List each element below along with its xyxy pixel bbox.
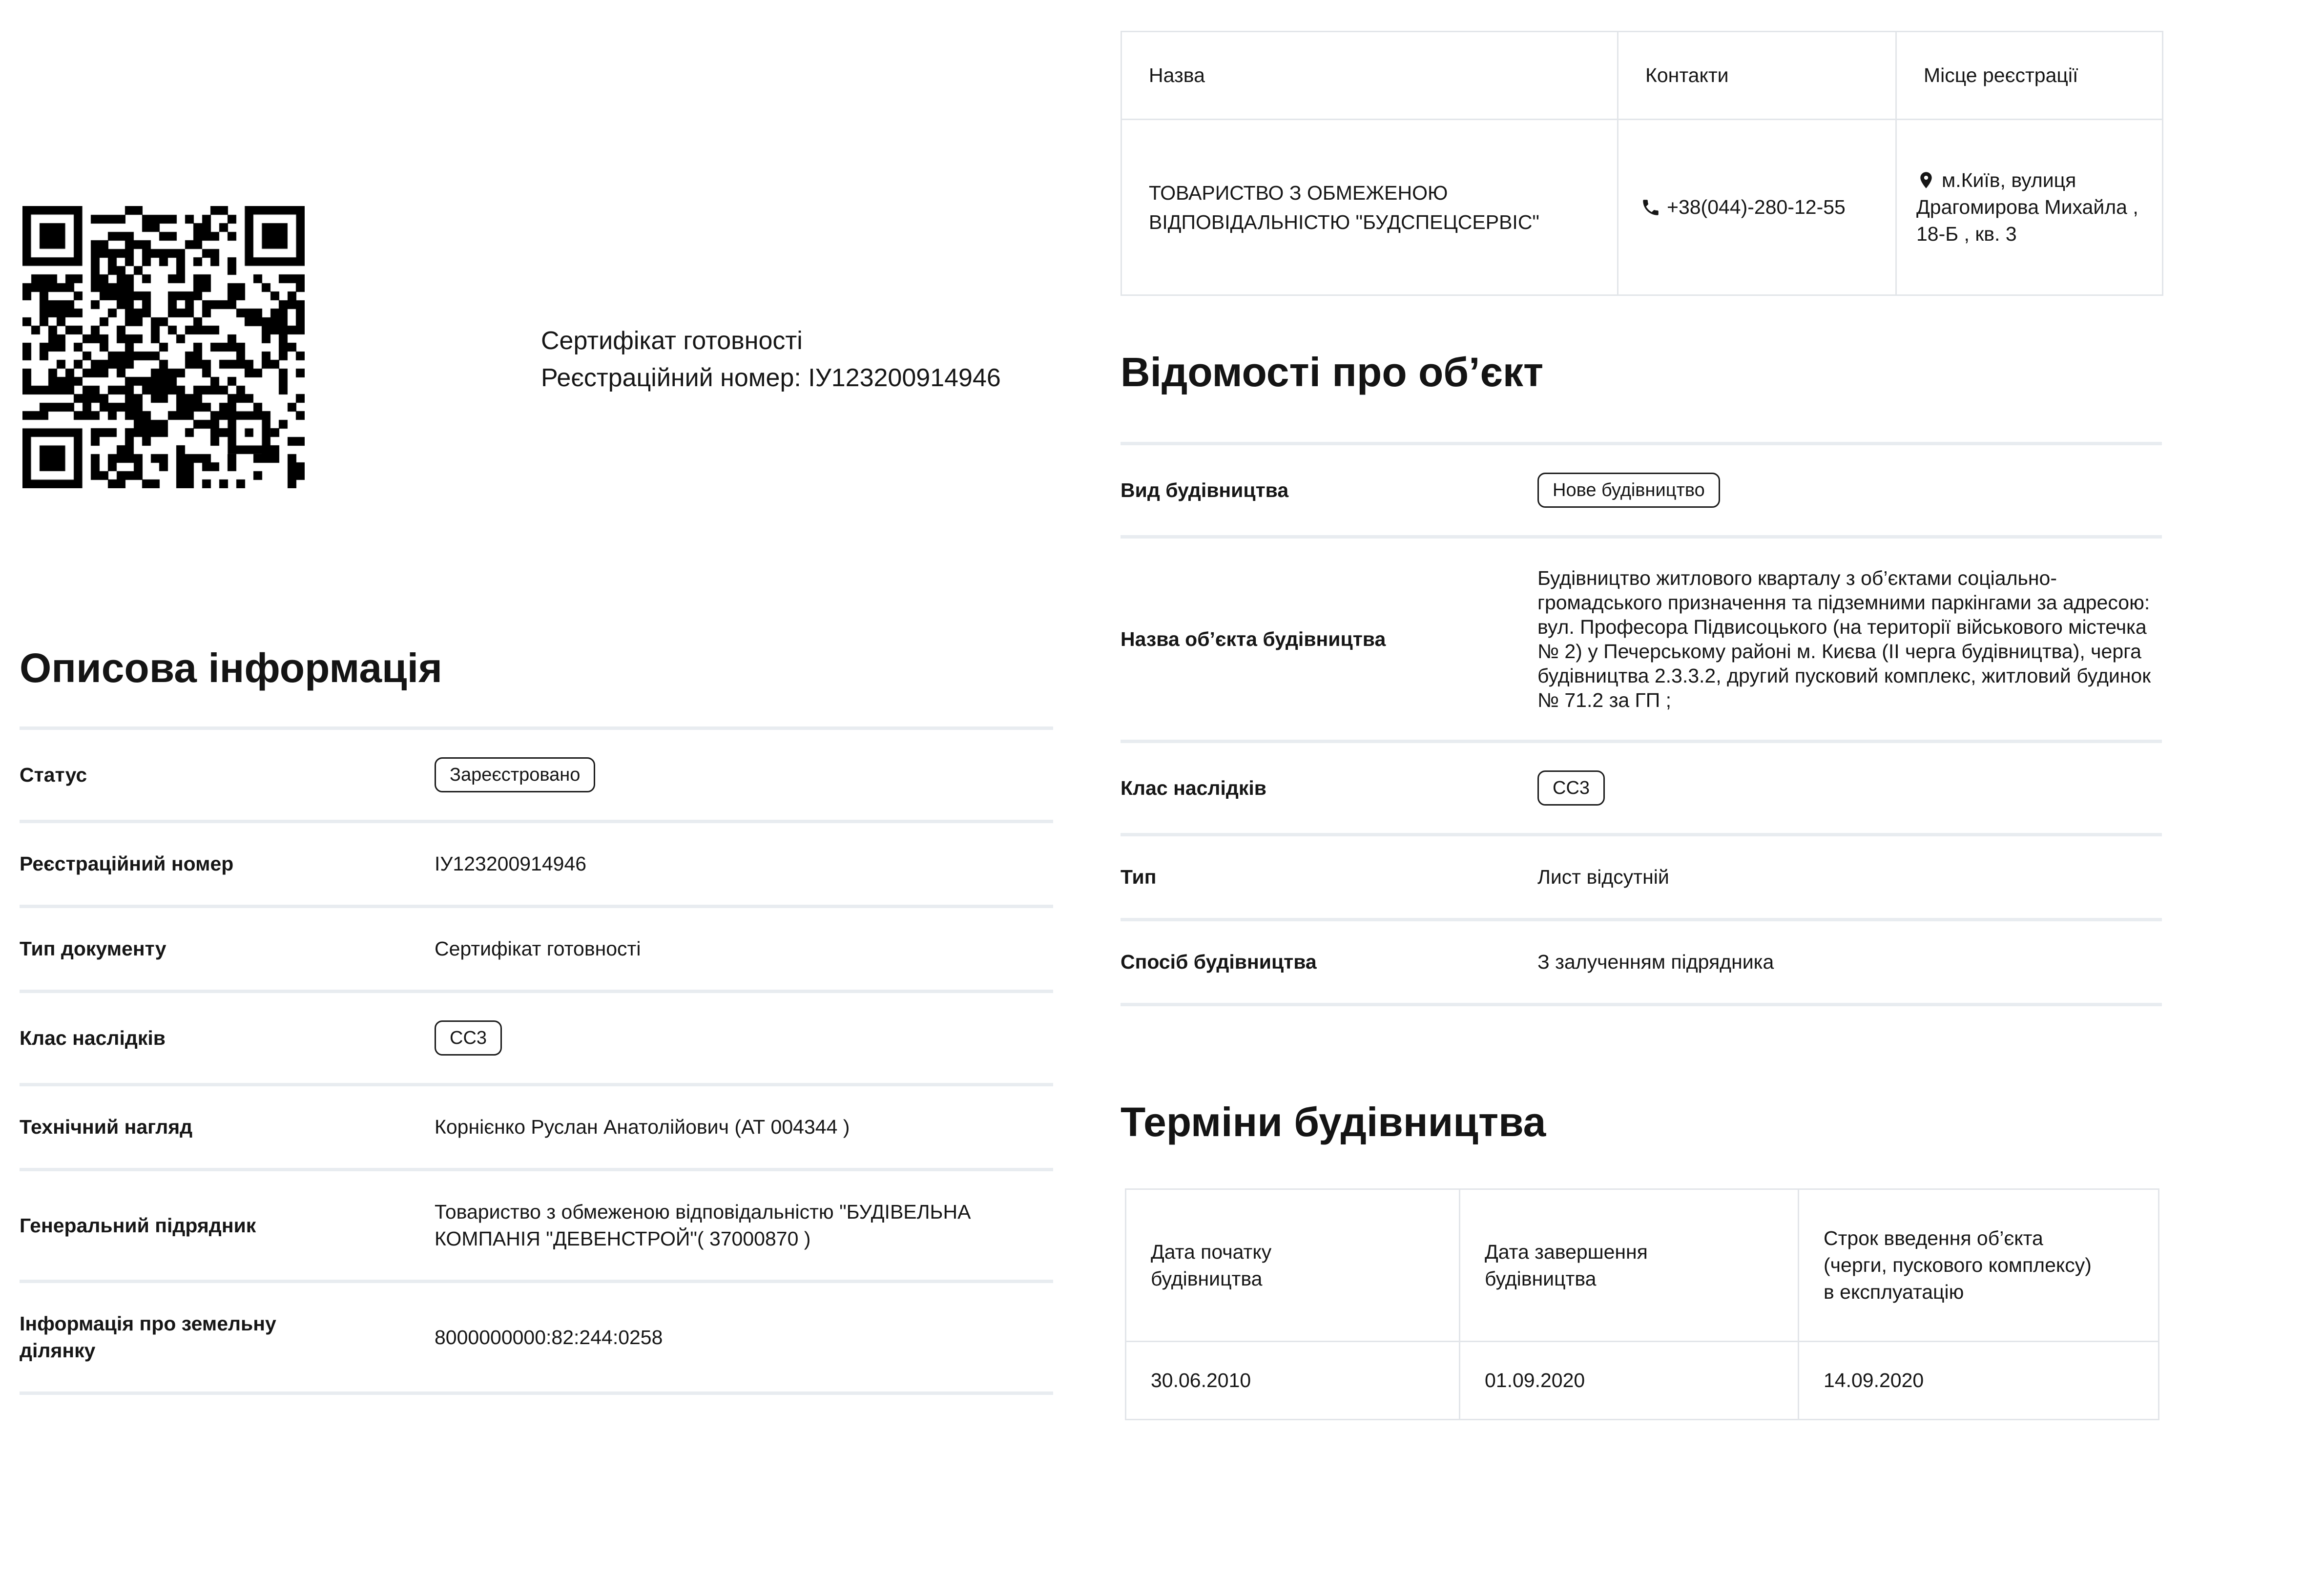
phone-icon [1640,197,1661,218]
info-row-document-type [20,908,1053,993]
location-pin-icon [1916,169,1936,191]
terms-header-start-date: Дата початку будівництва [1126,1189,1460,1342]
row-label: Клас наслідків [20,1026,166,1049]
developer-table-row [1121,120,2163,295]
row-value: З залученням підрядника [1537,951,1774,973]
row-label: Інформація про земельну ділянку [20,1312,276,1362]
row-value [435,757,1053,792]
descriptive-section-title: Описова інформація [20,645,443,691]
qr-code [22,206,305,488]
row-value [1537,770,2162,806]
info-row-construction-method [1120,921,2162,1006]
info-row-type [1120,836,2162,921]
developer-table-header-name: Назва [1121,32,1618,120]
row-value: 8000000000:82:244:0258 [435,1326,663,1349]
info-row-construction-kind [1120,445,2162,539]
row-label: Спосіб будівництва [1120,951,1317,973]
developer-table-header-place: Місце реєстрації [1896,32,2163,120]
row-value: Товариство з обмеженою відповідальністю "БУДІВЕЛЬНА КОМПАНІЯ "ДЕВЕНСТРОЙ"( 37000870 ) [435,1201,971,1250]
info-row-object-name [1120,539,2162,743]
row-label: Клас наслідків [1120,776,1267,799]
row-label: Генеральний підрядник [20,1214,256,1237]
status-badge: Зареєстровано [435,757,595,792]
terms-header-end-date: Дата завершення будівництва [1460,1189,1799,1342]
developer-name-cell: ТОВАРИСТВО З ОБМЕЖЕНОЮ ВІДПОВІДАЛЬНІСТЮ "БУДСПЕЦСЕРВІС" [1121,120,1618,295]
info-row-general-contractor [20,1171,1053,1283]
info-row-status [20,730,1053,823]
row-label: Тип документу [20,937,166,960]
consequence-class-badge: СС3 [435,1020,502,1056]
developer-table [1120,31,2163,296]
info-row-technical-supervision [20,1086,1053,1171]
terms-table [1125,1188,2159,1420]
certificate-registration-number: Реєстраційний номер: ІУ123200914946 [541,364,1001,392]
info-row-land-plot [20,1283,1053,1395]
construction-kind-badge: Нове будівництво [1537,473,1720,508]
terms-table-row [1126,1342,2159,1420]
row-value: Сертифікат готовності [435,937,641,960]
terms-section-title: Терміни будівництва [1120,1099,1546,1145]
developer-table-header-row [1121,32,2163,120]
terms-commissioning-date: 14.09.2020 [1799,1342,2159,1420]
developer-address: м.Київ, вулиця Драгомирова Михайла , 18-Б , кв. 3 [1916,169,2138,245]
object-info-rows [1120,442,2162,1006]
row-value [1537,473,2162,508]
row-label: Назва об’єкта будівництва [1120,627,1386,650]
developer-address-cell [1896,120,2163,295]
row-value: Лист відсутній [1537,866,1669,888]
terms-start-date: 30.06.2010 [1126,1342,1460,1420]
row-label: Реєстраційний номер [20,852,234,875]
row-value [435,1020,1053,1056]
certificate-title-block [541,322,1001,396]
developer-phone: +38(044)-280-12-55 [1667,196,1846,218]
terms-table-header-row [1126,1189,2159,1342]
row-label: Статус [20,763,87,786]
info-row-consequence-class-object [1120,743,2162,836]
row-label: Вид будівництва [1120,478,1289,501]
consequence-class-badge: СС3 [1537,770,1605,806]
certificate-type-title: Сертифікат готовності [541,327,803,355]
row-value: Будівництво житлового кварталу з об’єктами соціально-громадського призначення та підземними паркінгами за адресою: вул. Професора Підвисоцького (на території військового містечка № 2) у Печерському районі м. Києва (ІІ черга будівництва), черга будівництва 2.3.3.2, другий пусковий комплекс, житловий будинок № 71.2 за ГП ; [1537,567,2151,711]
row-value: Корнієнко Руслан Анатолійович (АТ 004344 ) [435,1116,850,1138]
developer-phone-cell [1618,120,1896,295]
info-row-registration-number [20,823,1053,908]
descriptive-info-rows [20,726,1053,1395]
object-section-title: Відомості про об’єкт [1120,349,1544,395]
terms-end-date: 01.09.2020 [1460,1342,1799,1420]
row-label: Тип [1120,866,1157,888]
developer-table-header-contacts: Контакти [1618,32,1896,120]
row-label: Технічний нагляд [20,1116,193,1138]
row-value: ІУ123200914946 [435,852,587,875]
info-row-consequence-class [20,993,1053,1086]
terms-header-commissioning: Строк введення об’єкта (черги, пускового комплексу) в експлуатацію [1799,1189,2159,1342]
